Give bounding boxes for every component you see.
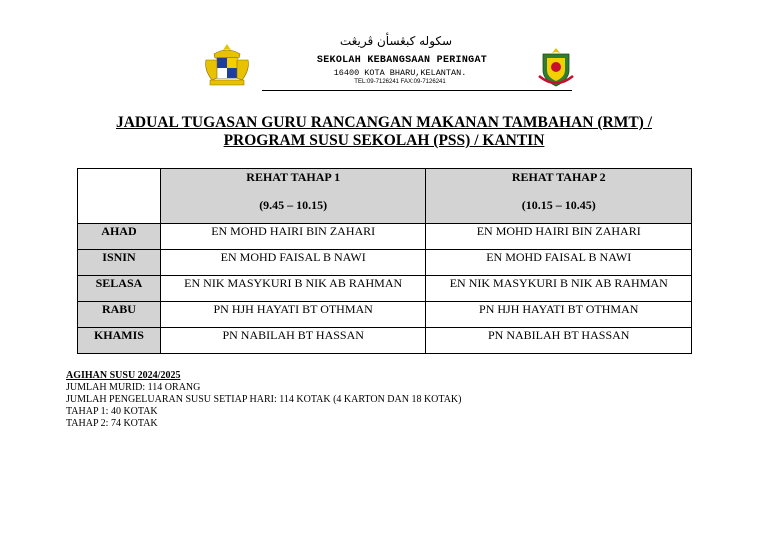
teacher-cell: EN NIK MASYKURI B NIK AB RAHMAN — [160, 276, 426, 302]
kelantan-crest-logo — [535, 46, 577, 88]
notes-line: JUMLAH MURID: 114 ORANG — [66, 382, 201, 393]
notes-heading: AGIHAN SUSU 2024/2025 — [66, 370, 181, 381]
table-row — [78, 250, 692, 276]
teacher-cell: EN MOHD HAIRI BIN ZAHARI — [426, 224, 692, 250]
column-header-tahap-1 — [160, 169, 426, 224]
day-cell: ISNIN — [78, 250, 161, 276]
duty-schedule-table — [77, 168, 692, 354]
school-contact: TEL:09-7126241 FAX:09-7126241 — [354, 79, 446, 85]
notes-line: TAHAP 2: 74 KOTAK — [66, 418, 158, 429]
teacher-cell: PN NABILAH BT HASSAN — [426, 328, 692, 354]
table-header-row — [78, 169, 692, 224]
teacher-cell: EN MOHD FAISAL B NAWI — [160, 250, 426, 276]
column-header-tahap-2 — [426, 169, 692, 224]
school-name: SEKOLAH KEBANGSAAN PERINGAT — [316, 55, 488, 66]
teacher-cell: EN MOHD HAIRI BIN ZAHARI — [160, 224, 426, 250]
school-name-jawi: سكوله كبڠسأن ڤريڠت — [339, 34, 453, 48]
notes-line: TAHAP 1: 40 KOTAK — [66, 406, 158, 417]
table-corner-cell — [78, 169, 161, 224]
teacher-cell: EN NIK MASYKURI B NIK AB RAHMAN — [426, 276, 692, 302]
page-title-line-2: PROGRAM SUSU SEKOLAH (PSS) / KANTIN — [223, 132, 545, 149]
table-row — [78, 276, 692, 302]
column-title: REHAT TAHAP 1 — [246, 170, 341, 184]
page-title-line-1: JADUAL TUGASAN GURU RANCANGAN MAKANAN TAMBAHAN (RMT) / — [115, 114, 653, 131]
milk-distribution-notes — [66, 370, 461, 430]
table-row — [78, 328, 692, 354]
table-row — [78, 224, 692, 250]
table-row — [78, 302, 692, 328]
teacher-cell: PN NABILAH BT HASSAN — [160, 328, 426, 354]
column-title: REHAT TAHAP 2 — [511, 170, 606, 184]
column-time: (10.15 – 10.45) — [521, 198, 596, 212]
header-divider — [262, 90, 572, 91]
notes-line: JUMLAH PENGELUARAN SUSU SETIAP HARI: 114 KOTAK (4 KARTON DAN 18 KOTAK) — [66, 394, 462, 405]
teacher-cell: EN MOHD FAISAL B NAWI — [426, 250, 692, 276]
day-cell: SELASA — [78, 276, 161, 302]
column-time: (9.45 – 10.15) — [259, 198, 328, 212]
day-cell: RABU — [78, 302, 161, 328]
day-cell: KHAMIS — [78, 328, 161, 354]
teacher-cell: PN HJH HAYATI BT OTHMAN — [160, 302, 426, 328]
school-address: 16400 KOTA BHARU,KELANTAN. — [333, 68, 467, 78]
day-cell: AHAD — [78, 224, 161, 250]
teacher-cell: PN HJH HAYATI BT OTHMAN — [426, 302, 692, 328]
